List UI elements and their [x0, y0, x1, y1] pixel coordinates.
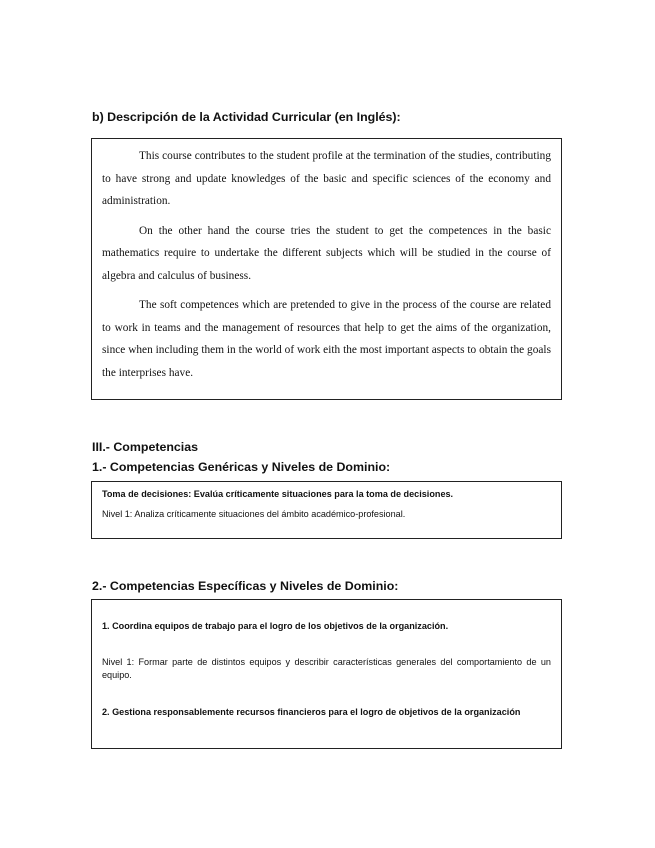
section-b-heading: b) Descripción de la Actividad Curricular (en Inglés): [92, 110, 401, 124]
description-paragraph-3: The soft competences which are pretended to give in the process of the course are related to work in teams and the management of resources that help to get the aims of the organization, since when including them in the world of work eith the most important aspects to obtain the goals the interprises have. [102, 299, 551, 379]
specific-competency-1: 1. Coordina equipos de trabajo para el logro de los objetivos de la organización. [102, 621, 449, 631]
generic-competencies-heading: 1.- Competencias Genéricas y Niveles de Dominio: [92, 460, 391, 474]
generic-competencies-box [91, 481, 562, 539]
competencias-heading: III.- Competencias [92, 440, 199, 454]
specific-competencies-heading: 2.- Competencias Específicas y Niveles de Dominio: [92, 579, 399, 593]
specific-competency-1-level: Nivel 1: Formar parte de distintos equipos y describir características generales del comportamiento de un equipo. [102, 657, 551, 680]
description-paragraph-2: On the other hand the course tries the student to get the competences in the basic mathematics require to undertake the different subjects which will be studied in the course of algebra and calculus of business. [102, 224, 551, 282]
specific-competencies-box [91, 599, 562, 749]
generic-competency-title: Toma de decisiones: Evalúa críticamente situaciones para la toma de decisiones. [102, 489, 454, 499]
description-paragraph-1: This course contributes to the student profile at the termination of the studies, contributing to have strong and update knowledges of the basic and specific sciences of the economy and administration. [102, 150, 551, 207]
generic-competency-level: Nivel 1: Analiza críticamente situaciones del ámbito académico-profesional. [102, 509, 406, 519]
specific-competency-2: 2. Gestiona responsablemente recursos financieros para el logro de objetivos de la organización [102, 707, 521, 717]
course-description-box [91, 138, 562, 400]
